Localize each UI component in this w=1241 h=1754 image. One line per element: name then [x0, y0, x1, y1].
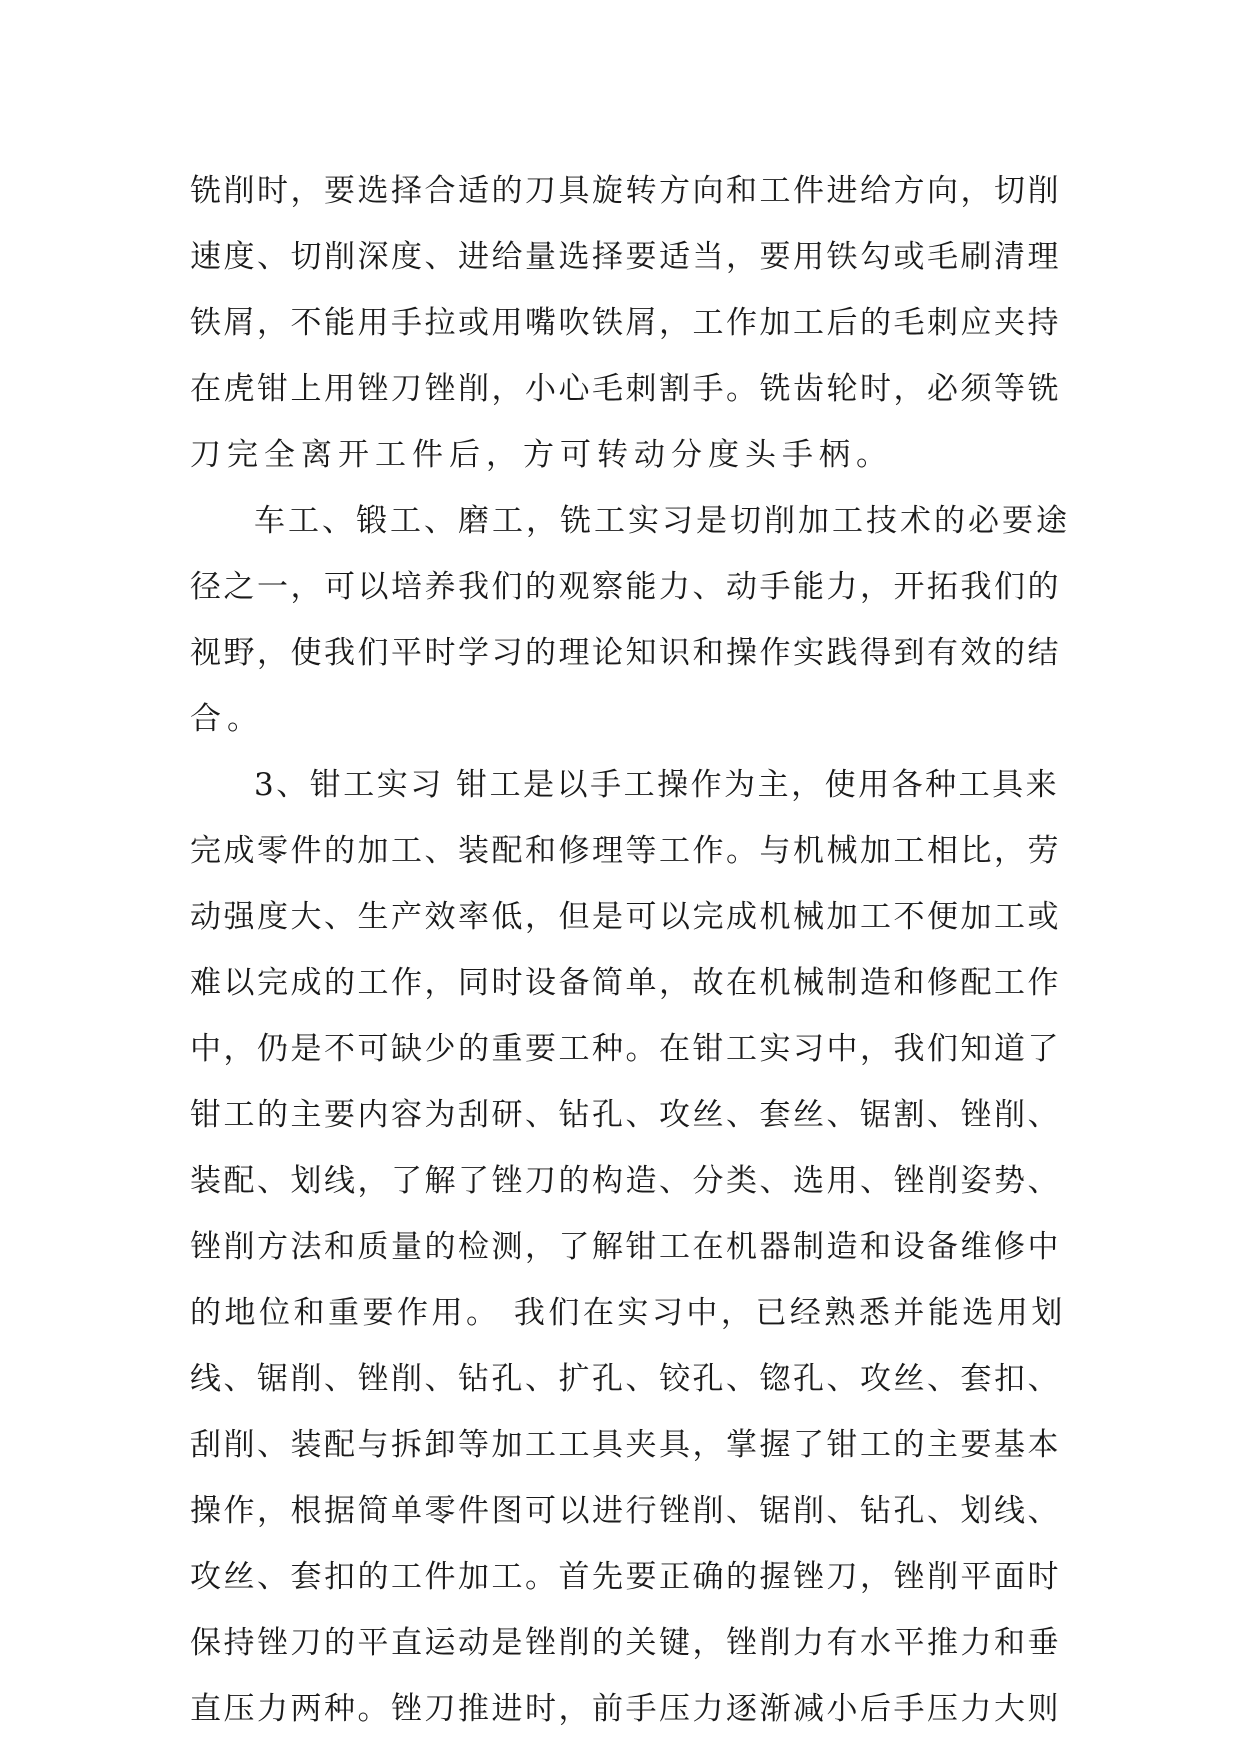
- text-line: 动强度大、生产效率低，但是可以完成机械加工不便加工或: [190, 899, 1061, 935]
- text-line: 车工、锻工、磨工，铣工实习是切削加工技术的必要途: [254, 503, 1070, 539]
- text-line: 直压力两种。锉刀推进时，前手压力逐渐减小后手压力大则: [190, 1691, 1061, 1727]
- text-line: 合。: [190, 701, 264, 737]
- text-line: 铁屑，不能用手拉或用嘴吹铁屑，工作加工后的毛刺应夹持: [190, 305, 1061, 341]
- text-line: 视野，使我们平时学习的理论知识和操作实践得到有效的结: [190, 635, 1061, 671]
- text-line: 锉削方法和质量的检测，了解钳工在机器制造和设备维修中: [190, 1229, 1061, 1265]
- text-line: 完成零件的加工、装配和修理等工作。与机械加工相比，劳: [190, 833, 1061, 869]
- text-line: 操作，根据简单零件图可以进行锉削、锯削、钻孔、划线、: [190, 1493, 1061, 1529]
- text-line: 中，仍是不可缺少的重要工种。在钳工实习中，我们知道了: [190, 1031, 1061, 1067]
- paragraph-fitter-practice: [190, 752, 1070, 1742]
- text-line: 刀完全离开工件后，方可转动分度头手柄。: [190, 437, 893, 473]
- text-line: 钳工的主要内容为刮研、钻孔、攻丝、套丝、锯割、锉削、: [190, 1097, 1061, 1133]
- text-line: 刮削、装配与拆卸等加工工具夹具，掌握了钳工的主要基本: [190, 1427, 1061, 1463]
- text-line: 线、锯削、锉削、钻孔、扩孔、铰孔、锪孔、攻丝、套扣、: [190, 1361, 1061, 1397]
- paragraph-milling-operation: [190, 158, 1070, 488]
- text-line: 在虎钳上用锉刀锉削，小心毛刺割手。铣齿轮时，必须等铣: [190, 371, 1061, 407]
- text-line: 3、钳工实习 钳工是以手工操作为主，使用各种工具来: [254, 767, 1060, 803]
- text-line: 难以完成的工作，同时设备简单，故在机械制造和修配工作: [190, 965, 1061, 1001]
- text-line: 速度、切削深度、进给量选择要适当，要用铁勾或毛刷清理: [190, 239, 1061, 275]
- paragraph-practice-summary: [190, 488, 1070, 752]
- text-line: 装配、划线，了解了锉刀的构造、分类、选用、锉削姿势、: [190, 1163, 1061, 1199]
- document-body: [190, 158, 1070, 1742]
- text-line: 的地位和重要作用。 我们在实习中，已经熟悉并能选用划: [190, 1295, 1066, 1331]
- text-line: 保持锉刀的平直运动是锉削的关键，锉削力有水平推力和垂: [190, 1625, 1061, 1661]
- text-line: 攻丝、套扣的工件加工。首先要正确的握锉刀，锉削平面时: [190, 1559, 1061, 1595]
- text-line: 径之一，可以培养我们的观察能力、动手能力，开拓我们的: [190, 569, 1061, 605]
- text-line: 铣削时，要选择合适的刀具旋转方向和工件进给方向，切削: [190, 173, 1061, 209]
